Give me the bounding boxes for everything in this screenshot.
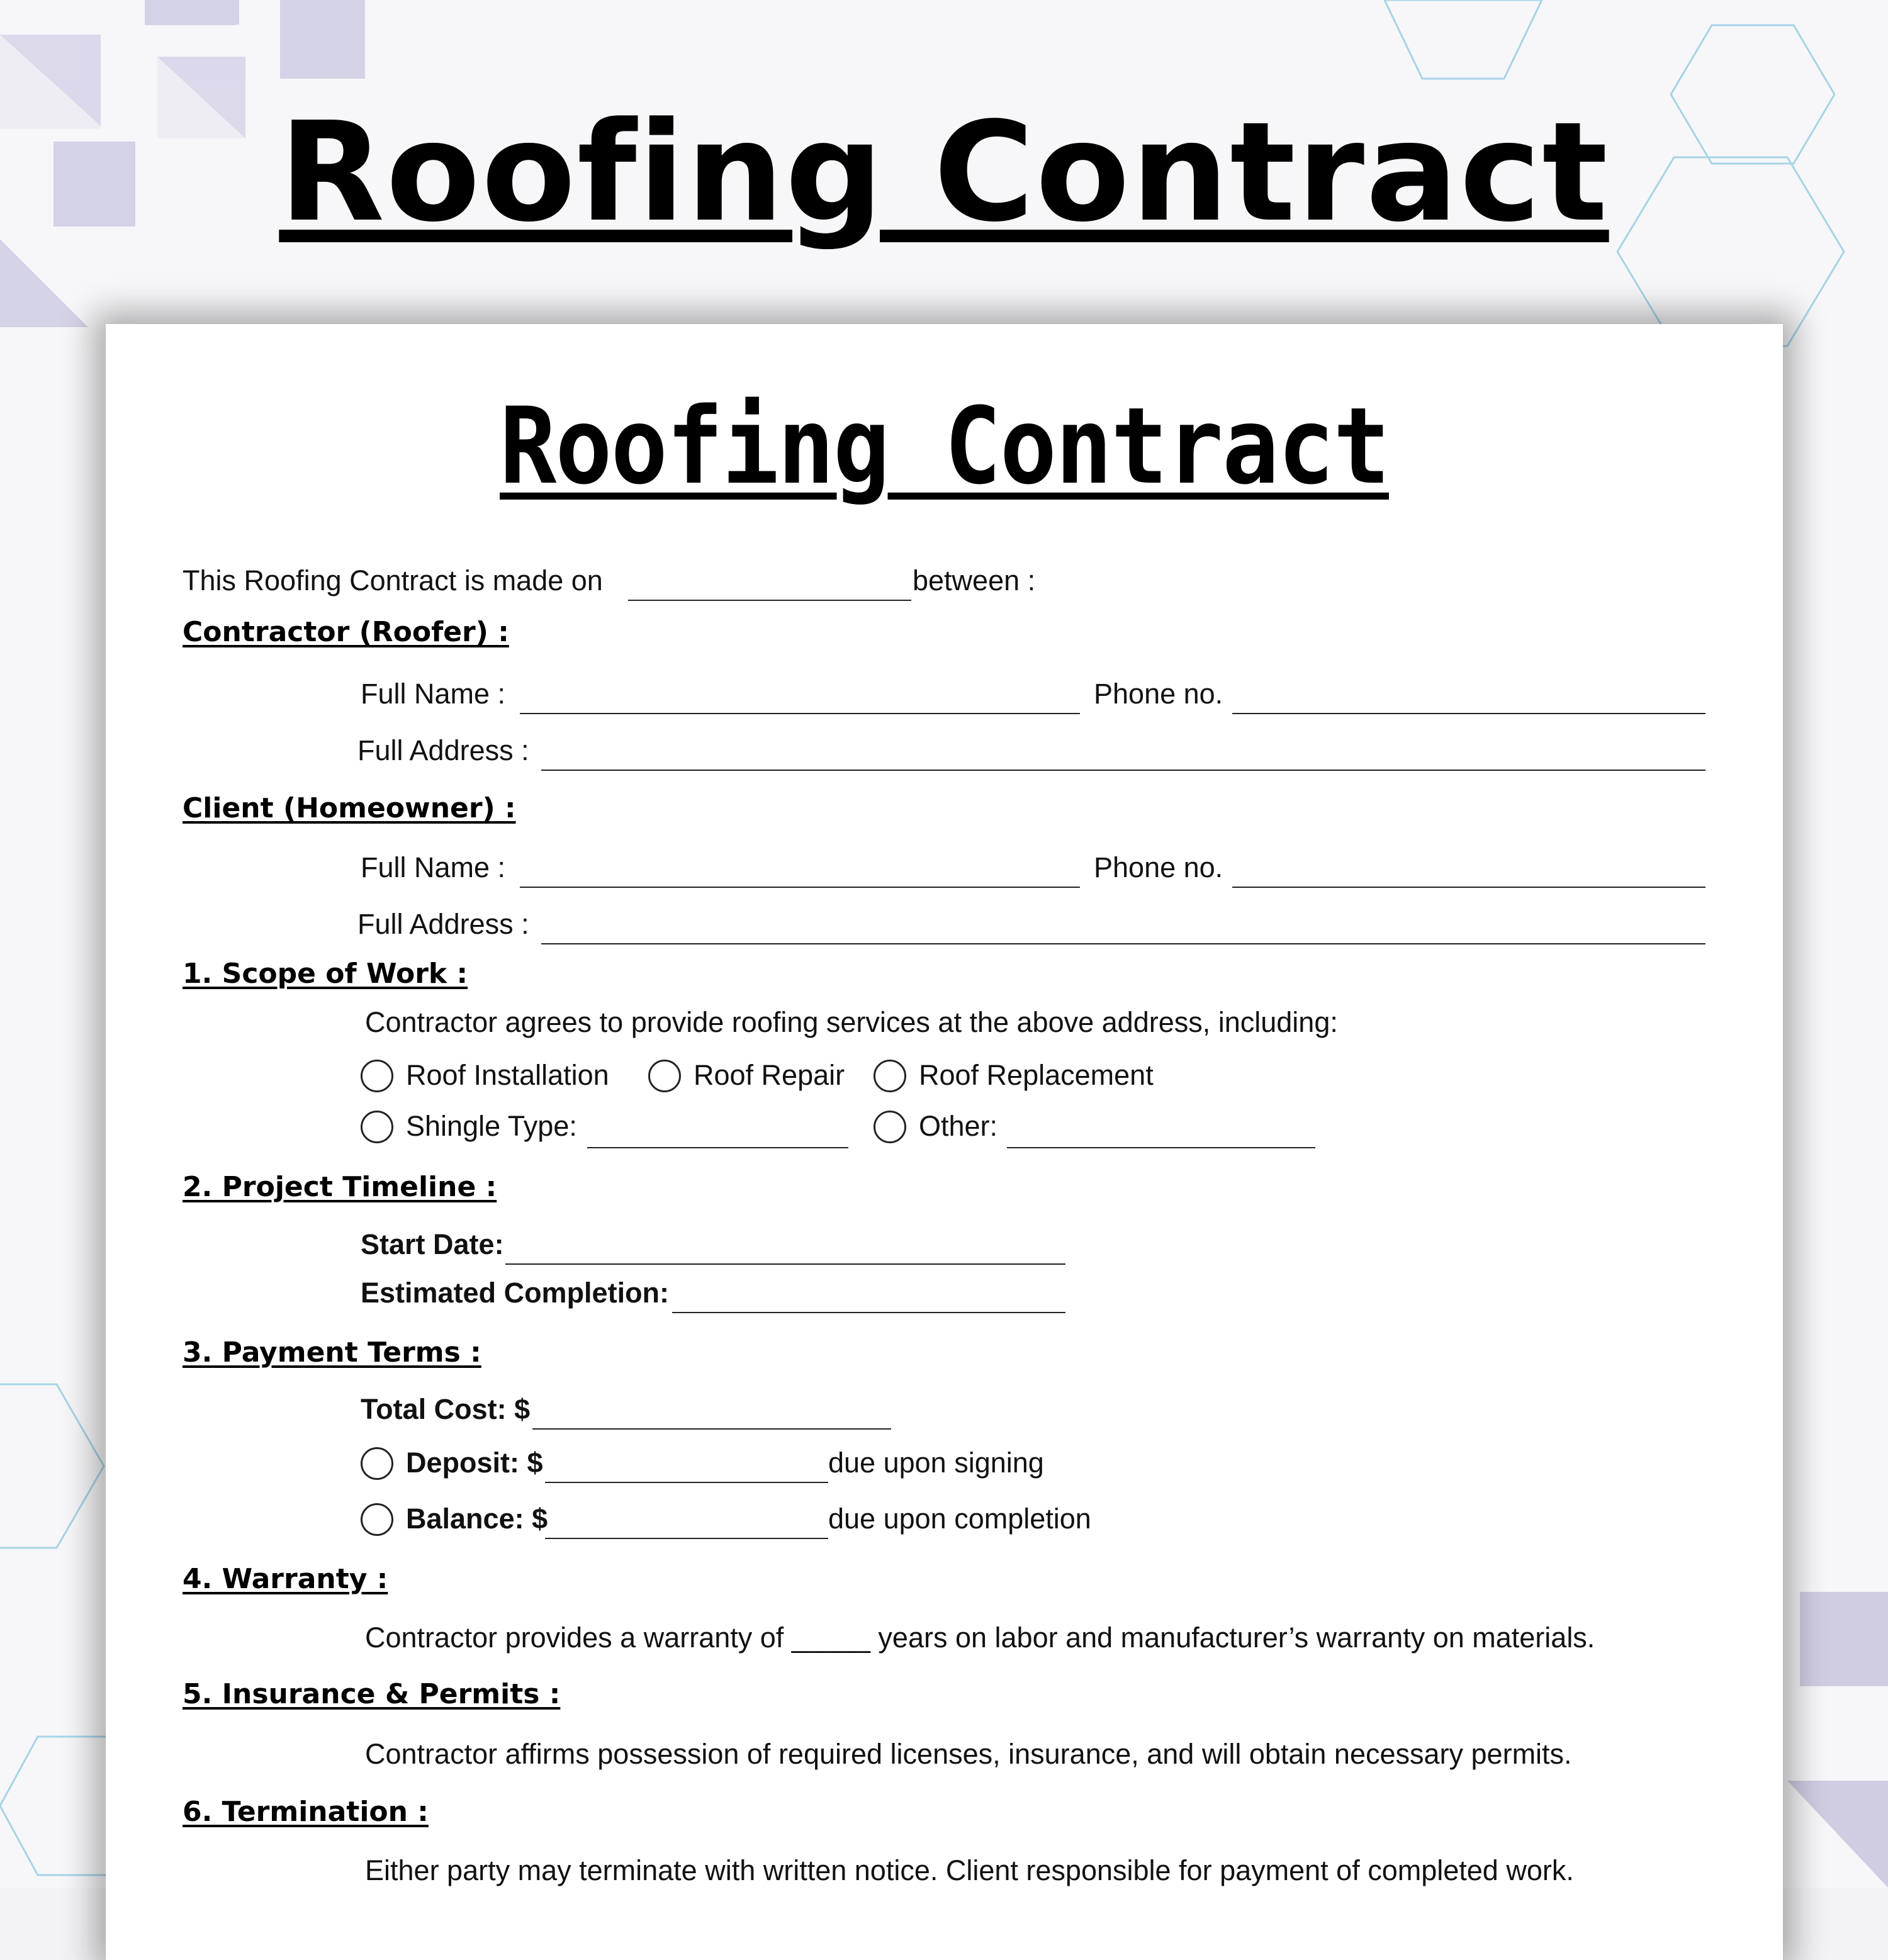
intro-prefix: This Roofing Contract is made on xyxy=(183,564,603,596)
scope-heading: 1. Scope of Work : xyxy=(183,958,468,990)
deposit-suffix: due upon signing xyxy=(828,1447,1044,1479)
start-date-label: Start Date: xyxy=(361,1228,504,1260)
roof-installation-radio[interactable] xyxy=(361,1060,393,1092)
shingle-type-radio[interactable] xyxy=(361,1111,393,1143)
warranty-heading: 4. Warranty : xyxy=(183,1563,388,1595)
timeline-heading: 2. Project Timeline : xyxy=(183,1171,497,1203)
roof-replacement-label: Roof Replacement xyxy=(919,1059,1154,1091)
contractor-full-name-label: Full Name : xyxy=(361,678,506,710)
contractor-heading: Contractor (Roofer) : xyxy=(183,616,509,648)
roof-installation-label: Roof Installation xyxy=(406,1059,609,1091)
termination-heading: 6. Termination : xyxy=(183,1796,429,1828)
roof-replacement-radio[interactable] xyxy=(874,1060,906,1092)
document-title: Roofing Contract xyxy=(500,385,1389,508)
client-full-name-line[interactable] xyxy=(520,887,1080,888)
deposit-label: Deposit: $ xyxy=(406,1447,543,1479)
client-heading: Client (Homeowner) : xyxy=(183,792,516,824)
contractor-phone-line[interactable] xyxy=(1232,713,1705,714)
balance-suffix: due upon completion xyxy=(828,1503,1091,1535)
insurance-heading: 5. Insurance & Permits : xyxy=(183,1678,561,1710)
contractor-address-label: Full Address : xyxy=(357,734,529,766)
roof-repair-radio[interactable] xyxy=(648,1060,681,1092)
intro-suffix: between : xyxy=(913,564,1036,596)
roof-repair-label: Roof Repair xyxy=(694,1059,845,1091)
client-phone-line[interactable] xyxy=(1232,887,1705,888)
insurance-text: Contractor affirms possession of required licenses, insurance, and will obtain necessary permits. xyxy=(365,1738,1572,1770)
deposit-radio[interactable] xyxy=(361,1447,393,1480)
estimated-completion-line[interactable] xyxy=(672,1312,1065,1313)
contractor-full-name-line[interactable] xyxy=(520,713,1080,714)
client-address-line[interactable] xyxy=(541,943,1705,944)
payment-heading: 3. Payment Terms : xyxy=(183,1336,481,1369)
balance-line[interactable] xyxy=(545,1538,828,1539)
termination-text: Either party may terminate with written notice. Client responsible for payment of completed work. xyxy=(365,1854,1574,1886)
client-phone-label: Phone no. xyxy=(1094,851,1223,883)
contractor-address-line[interactable] xyxy=(541,770,1705,771)
banner-title: Roofing Contract xyxy=(279,93,1609,252)
client-address-label: Full Address : xyxy=(357,908,529,940)
total-cost-label: Total Cost: $ xyxy=(361,1393,531,1425)
scope-description: Contractor agrees to provide roofing services at the above address, including: xyxy=(365,1006,1338,1038)
contract-sheet xyxy=(106,324,1783,1960)
other-radio[interactable] xyxy=(874,1111,906,1143)
shingle-type-label: Shingle Type: xyxy=(406,1110,577,1142)
contractor-phone-label: Phone no. xyxy=(1094,678,1223,710)
deposit-line[interactable] xyxy=(545,1482,828,1483)
total-cost-line[interactable] xyxy=(532,1428,891,1430)
balance-label: Balance: $ xyxy=(406,1503,548,1535)
client-full-name-label: Full Name : xyxy=(361,851,506,883)
warranty-text: Contractor provides a warranty of _____ years on labor and manufacturer’s warranty on materials. xyxy=(365,1621,1595,1654)
other-label: Other: xyxy=(919,1110,998,1142)
contract-date-line[interactable] xyxy=(628,600,911,601)
start-date-line[interactable] xyxy=(505,1263,1065,1265)
estimated-completion-label: Estimated Completion: xyxy=(361,1277,670,1309)
shingle-type-line[interactable] xyxy=(587,1147,848,1148)
other-line[interactable] xyxy=(1007,1147,1315,1148)
balance-radio[interactable] xyxy=(361,1503,393,1536)
